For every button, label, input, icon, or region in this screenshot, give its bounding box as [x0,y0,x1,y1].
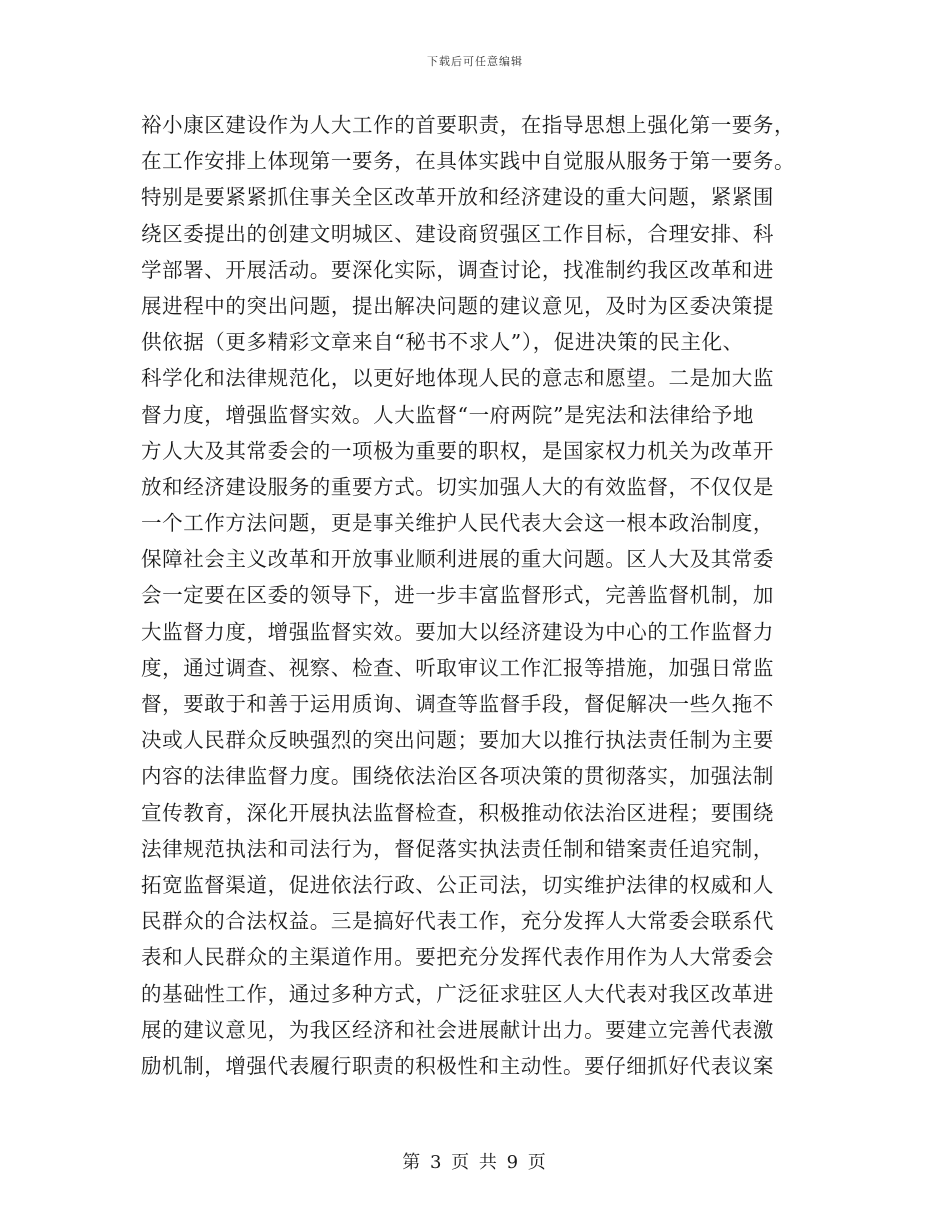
text-line: 督，要敢于和善于运用质询、调查等监督手段，督促解决一些久拖不 [141,692,774,716]
text-line: 保障社会主义改革和开放事业顺利进展的重大问题。区人大及其常委 [141,547,774,572]
text-line: 励机制，增强代表履行职责的积极性和主动性。要仔细抓好代表议案 [141,1053,774,1078]
text-line: 放和经济建设服务的重要方式。切实加强人大的有效监督，不仅仅是 [141,474,774,499]
text-line: 会一定要在区委的领导下，进一步丰富监督形式，完善监督机制，加 [141,583,774,608]
text-line: 供依据（更多精彩文章来自“秘书不求人”），促进决策的民主化、 [141,330,744,355]
text-line: 拓宽监督渠道，促进依法行政、公正司法，切实维护法律的权威和人 [141,872,774,897]
text-line: 学部署、开展活动。要深化实际，调查讨论，找准制约我区改革和进 [141,257,774,282]
text-line: 裕小康区建设作为人大工作的首要职责，在指导思想上强化第一要务， [141,113,796,137]
text-line: 大监督力度，增强监督实效。要加大以经济建设为中心的工作监督力 [141,619,774,644]
text-line: 表和人民群众的主渠道作用。要把充分发挥代表作用作为人大常委会 [141,945,774,970]
text-line: 方人大及其常委会的一项极为重要的职权，是国家权力机关为改革开 [141,438,774,463]
text-line: 科学化和法律规范化，以更好地体现人民的意志和愿望。二是加大监 [141,366,774,391]
text-line: 宣传教育，深化开展执法监督检查，积极推动依法治区进程；要围绕 [141,800,774,825]
text-line: 法律规范执法和司法行为，督促落实执法责任制和错案责任追究制， [141,836,774,861]
page-header: 下载后可任意编辑 [427,55,523,68]
text-line: 决或人民群众反映强烈的突出问题；要加大以推行执法责任制为主要 [141,728,774,753]
text-line: 的基础性工作，通过多种方式，广泛征求驻区人大代表对我区改革进 [141,981,774,1006]
text-line: 展的建议意见，为我区经济和社会进展献计出力。要建立完善代表激 [141,1017,774,1042]
text-line: 内容的法律监督力度。围绕依法治区各项决策的贯彻落实，加强法制 [141,764,774,789]
text-line: 一个工作方法问题，更是事关维护人民代表大会这一根本政治制度， [141,511,774,536]
text-line: 特别是要紧紧抓住事关全区改革开放和经济建设的重大问题，紧紧围 [141,185,774,210]
text-line: 在工作安排上体现第一要务，在具体实践中自觉服从服务于第一要务。 [141,149,796,174]
text-line: 督力度，增强监督实效。人大监督“一府两院”是宪法和法律给予地 [141,402,754,427]
text-line: 民群众的合法权益。三是搞好代表工作，充分发挥人大常委会联系代 [141,909,774,934]
text-line: 绕区委提出的创建文明城区、建设商贸强区工作目标，合理安排、科 [141,221,774,246]
text-line: 度，通过调查、视察、检查、听取审议工作汇报等措施，加强日常监 [141,655,774,680]
text-line: 展进程中的突出问题，提出解决问题的建议意见，及时为区委决策提 [141,293,774,318]
page-footer: 第 3 页 共 9 页 [402,1152,548,1173]
body-text [141,107,811,1084]
